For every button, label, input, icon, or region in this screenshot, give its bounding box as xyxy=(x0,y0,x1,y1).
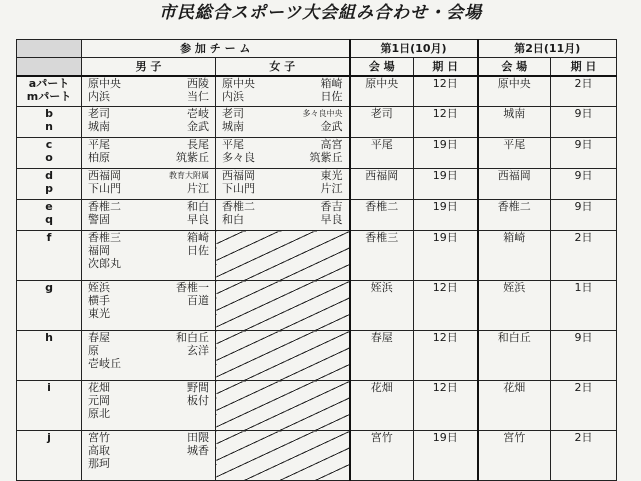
table-row xyxy=(17,107,617,138)
d2-date-cell: 1日 xyxy=(551,281,617,331)
team-name: 福岡 xyxy=(88,244,110,257)
team-name: 田隈 xyxy=(187,431,209,444)
team-name: 柏原 xyxy=(88,151,110,164)
boys-teams-cell xyxy=(82,169,216,200)
d1-date-cell: 12日 xyxy=(414,76,478,107)
team-name: 金武 xyxy=(187,120,209,133)
team-name: 日佐 xyxy=(320,89,343,103)
part-label: o xyxy=(45,151,53,164)
d2-venue-cell: 和白丘 xyxy=(478,331,551,381)
page-title: 市民総合スポーツ大会組み合わせ・会場 xyxy=(158,3,483,23)
day2-venue-header: 会 場 xyxy=(478,58,551,76)
team-name: 和白丘 xyxy=(176,331,209,344)
boys-teams-cell xyxy=(82,76,216,107)
part-label: mパート xyxy=(26,89,72,103)
part-label: d xyxy=(45,169,53,182)
girls-header: 女 子 xyxy=(216,58,350,76)
girls-teams-cell xyxy=(216,200,350,231)
part-cell xyxy=(17,231,82,281)
team-name: 警固 xyxy=(88,213,110,226)
corner-cell xyxy=(17,40,82,58)
team-name: 老司 xyxy=(88,107,110,120)
d1-venue-cell: 香椎二 xyxy=(350,200,414,231)
team-name: 次郎丸 xyxy=(88,257,121,270)
team-name: 多々良中央 xyxy=(302,109,343,118)
team-name: 片江 xyxy=(187,182,209,195)
part-cell xyxy=(17,331,82,381)
d2-date-cell: 2日 xyxy=(551,431,617,481)
corner-cell-2 xyxy=(17,58,82,76)
d1-venue-cell: 花畑 xyxy=(350,381,414,431)
d2-venue-cell: 西福岡 xyxy=(478,169,551,200)
girls-teams-cell xyxy=(216,169,350,200)
table-row xyxy=(17,76,617,107)
team-name: 長尾 xyxy=(187,138,209,151)
table-row xyxy=(17,200,617,231)
team-name: 西福岡 xyxy=(222,169,255,182)
team-name: 老司 xyxy=(222,107,244,120)
team-name: 早良 xyxy=(187,213,209,226)
boys-teams-cell xyxy=(82,331,216,381)
team-name: 香椎一 xyxy=(176,281,209,294)
team-name: 百道 xyxy=(187,294,209,307)
team-name: 筑紫丘 xyxy=(309,151,343,164)
d1-venue-cell: 香椎三 xyxy=(350,231,414,281)
team-name: 香椎三 xyxy=(88,231,121,244)
team-name: 箱崎 xyxy=(187,231,209,244)
d1-venue-cell: 原中央 xyxy=(350,76,414,107)
team-name: 当仁 xyxy=(187,89,209,103)
team-name: 横手 xyxy=(88,294,110,307)
day2-date-header: 期 日 xyxy=(551,58,617,76)
team-name: 早良 xyxy=(320,213,343,226)
team-name: 下山門 xyxy=(222,182,255,195)
team-name: 原 xyxy=(88,344,99,357)
d2-date-cell: 9日 xyxy=(551,138,617,169)
part-cell xyxy=(17,200,82,231)
team-name: 高取 xyxy=(88,444,110,457)
part-label: n xyxy=(45,120,53,133)
team-name: 筑紫丘 xyxy=(176,151,209,164)
team-name: 東光 xyxy=(320,169,343,182)
d1-venue-cell: 西福岡 xyxy=(350,169,414,200)
team-name: 金武 xyxy=(320,120,343,133)
table-row xyxy=(17,281,617,331)
team-name: 城南 xyxy=(88,120,110,133)
part-cell xyxy=(17,381,82,431)
team-name: 那珂 xyxy=(88,457,110,470)
d2-venue-cell: 箱崎 xyxy=(478,231,551,281)
d2-venue-cell: 城南 xyxy=(478,107,551,138)
part-cell xyxy=(17,107,82,138)
team-name: 箱崎 xyxy=(320,76,343,90)
team-name: 城香 xyxy=(187,444,209,457)
schedule-table xyxy=(16,39,617,481)
d1-date-cell: 12日 xyxy=(414,107,478,138)
part-label: c xyxy=(45,138,53,151)
team-name: 玄洋 xyxy=(187,344,209,357)
team-name: 壱岐 xyxy=(187,107,209,120)
part-label: q xyxy=(45,213,53,226)
team-name: 西福岡 xyxy=(88,169,121,182)
girls-teams-cell xyxy=(216,431,350,481)
team-name: 西陵 xyxy=(187,76,209,90)
d2-venue-cell: 姪浜 xyxy=(478,281,551,331)
part-label: j xyxy=(47,431,51,444)
boys-teams-cell xyxy=(82,281,216,331)
team-name: 平尾 xyxy=(88,138,110,151)
table-row xyxy=(17,431,617,481)
participants-header: 参 加 チ ー ム xyxy=(82,40,350,58)
day1-header: 第1日(10月) xyxy=(350,40,478,58)
girls-teams-cell xyxy=(216,107,350,138)
team-name: 元岡 xyxy=(88,394,110,407)
part-cell xyxy=(17,138,82,169)
d1-date-cell: 19日 xyxy=(414,169,478,200)
part-cell xyxy=(17,431,82,481)
table-row xyxy=(17,331,617,381)
d1-date-cell: 19日 xyxy=(414,200,478,231)
team-name: 城南 xyxy=(222,120,244,133)
d2-date-cell: 9日 xyxy=(551,169,617,200)
part-label: aパート xyxy=(28,76,70,90)
girls-teams-cell xyxy=(216,76,350,107)
team-name: 平尾 xyxy=(222,138,244,151)
team-name: 花畑 xyxy=(88,381,110,394)
d1-date-cell: 19日 xyxy=(414,431,478,481)
day2-header: 第2日(11月) xyxy=(478,40,617,58)
d1-venue-cell: 老司 xyxy=(350,107,414,138)
girls-teams-cell xyxy=(216,231,350,281)
part-label: e xyxy=(45,200,53,213)
girls-teams-cell xyxy=(216,331,350,381)
d2-date-cell: 2日 xyxy=(551,76,617,107)
part-label: i xyxy=(47,381,51,394)
d1-venue-cell: 姪浜 xyxy=(350,281,414,331)
team-name: 原中央 xyxy=(222,76,255,90)
team-name: 野間 xyxy=(187,381,209,394)
boys-teams-cell xyxy=(82,231,216,281)
team-name: 下山門 xyxy=(88,182,121,195)
team-name: 内浜 xyxy=(222,89,244,103)
d1-date-cell: 19日 xyxy=(414,138,478,169)
team-name: 教育大附属 xyxy=(169,171,209,180)
part-label: f xyxy=(46,231,52,244)
d2-venue-cell: 香椎二 xyxy=(478,200,551,231)
team-name: 原中央 xyxy=(88,76,121,90)
team-name: 宮竹 xyxy=(88,431,110,444)
team-name: 春屋 xyxy=(88,331,110,344)
table-row xyxy=(17,138,617,169)
d2-venue-cell: 花畑 xyxy=(478,381,551,431)
d2-date-cell: 9日 xyxy=(551,331,617,381)
part-cell xyxy=(17,76,82,107)
d2-date-cell: 9日 xyxy=(551,200,617,231)
d2-venue-cell: 宮竹 xyxy=(478,431,551,481)
team-name: 日佐 xyxy=(187,244,209,257)
girls-teams-cell xyxy=(216,281,350,331)
day1-date-header: 期 日 xyxy=(414,58,478,76)
team-name: 板付 xyxy=(187,394,209,407)
table-row xyxy=(17,169,617,200)
d2-date-cell: 2日 xyxy=(551,231,617,281)
team-name: 香椎二 xyxy=(222,200,255,213)
girls-teams-cell xyxy=(216,381,350,431)
boys-teams-cell xyxy=(82,431,216,481)
d1-venue-cell: 平尾 xyxy=(350,138,414,169)
d1-date-cell: 12日 xyxy=(414,381,478,431)
part-cell xyxy=(17,281,82,331)
d1-date-cell: 19日 xyxy=(414,231,478,281)
part-label: h xyxy=(45,331,53,344)
girls-teams-cell xyxy=(216,138,350,169)
part-label: b xyxy=(45,107,53,120)
team-name: 片江 xyxy=(320,182,343,195)
team-name: 壱岐丘 xyxy=(88,357,121,370)
team-name: 香椎二 xyxy=(88,200,121,213)
team-name: 和白 xyxy=(187,200,209,213)
team-name: 東光 xyxy=(88,307,110,320)
d1-venue-cell: 宮竹 xyxy=(350,431,414,481)
part-label: p xyxy=(45,182,53,195)
d2-venue-cell: 原中央 xyxy=(478,76,551,107)
team-name: 高宮 xyxy=(320,138,343,151)
table-row xyxy=(17,381,617,431)
boys-teams-cell xyxy=(82,107,216,138)
team-name: 原北 xyxy=(88,407,110,420)
boys-teams-cell xyxy=(82,200,216,231)
d2-venue-cell: 平尾 xyxy=(478,138,551,169)
part-label: g xyxy=(45,281,53,294)
d2-date-cell: 9日 xyxy=(551,107,617,138)
team-name: 姪浜 xyxy=(88,281,110,294)
part-cell xyxy=(17,169,82,200)
boys-header: 男 子 xyxy=(82,58,216,76)
team-name: 和白 xyxy=(222,213,244,226)
d1-venue-cell: 春屋 xyxy=(350,331,414,381)
table-row xyxy=(17,231,617,281)
day1-venue-header: 会 場 xyxy=(350,58,414,76)
d2-date-cell: 2日 xyxy=(551,381,617,431)
d1-date-cell: 12日 xyxy=(414,331,478,381)
boys-teams-cell xyxy=(82,381,216,431)
team-name: 多々良 xyxy=(222,151,255,164)
boys-teams-cell xyxy=(82,138,216,169)
team-name: 内浜 xyxy=(88,89,110,103)
d1-date-cell: 12日 xyxy=(414,281,478,331)
team-name: 香吉 xyxy=(320,200,343,213)
